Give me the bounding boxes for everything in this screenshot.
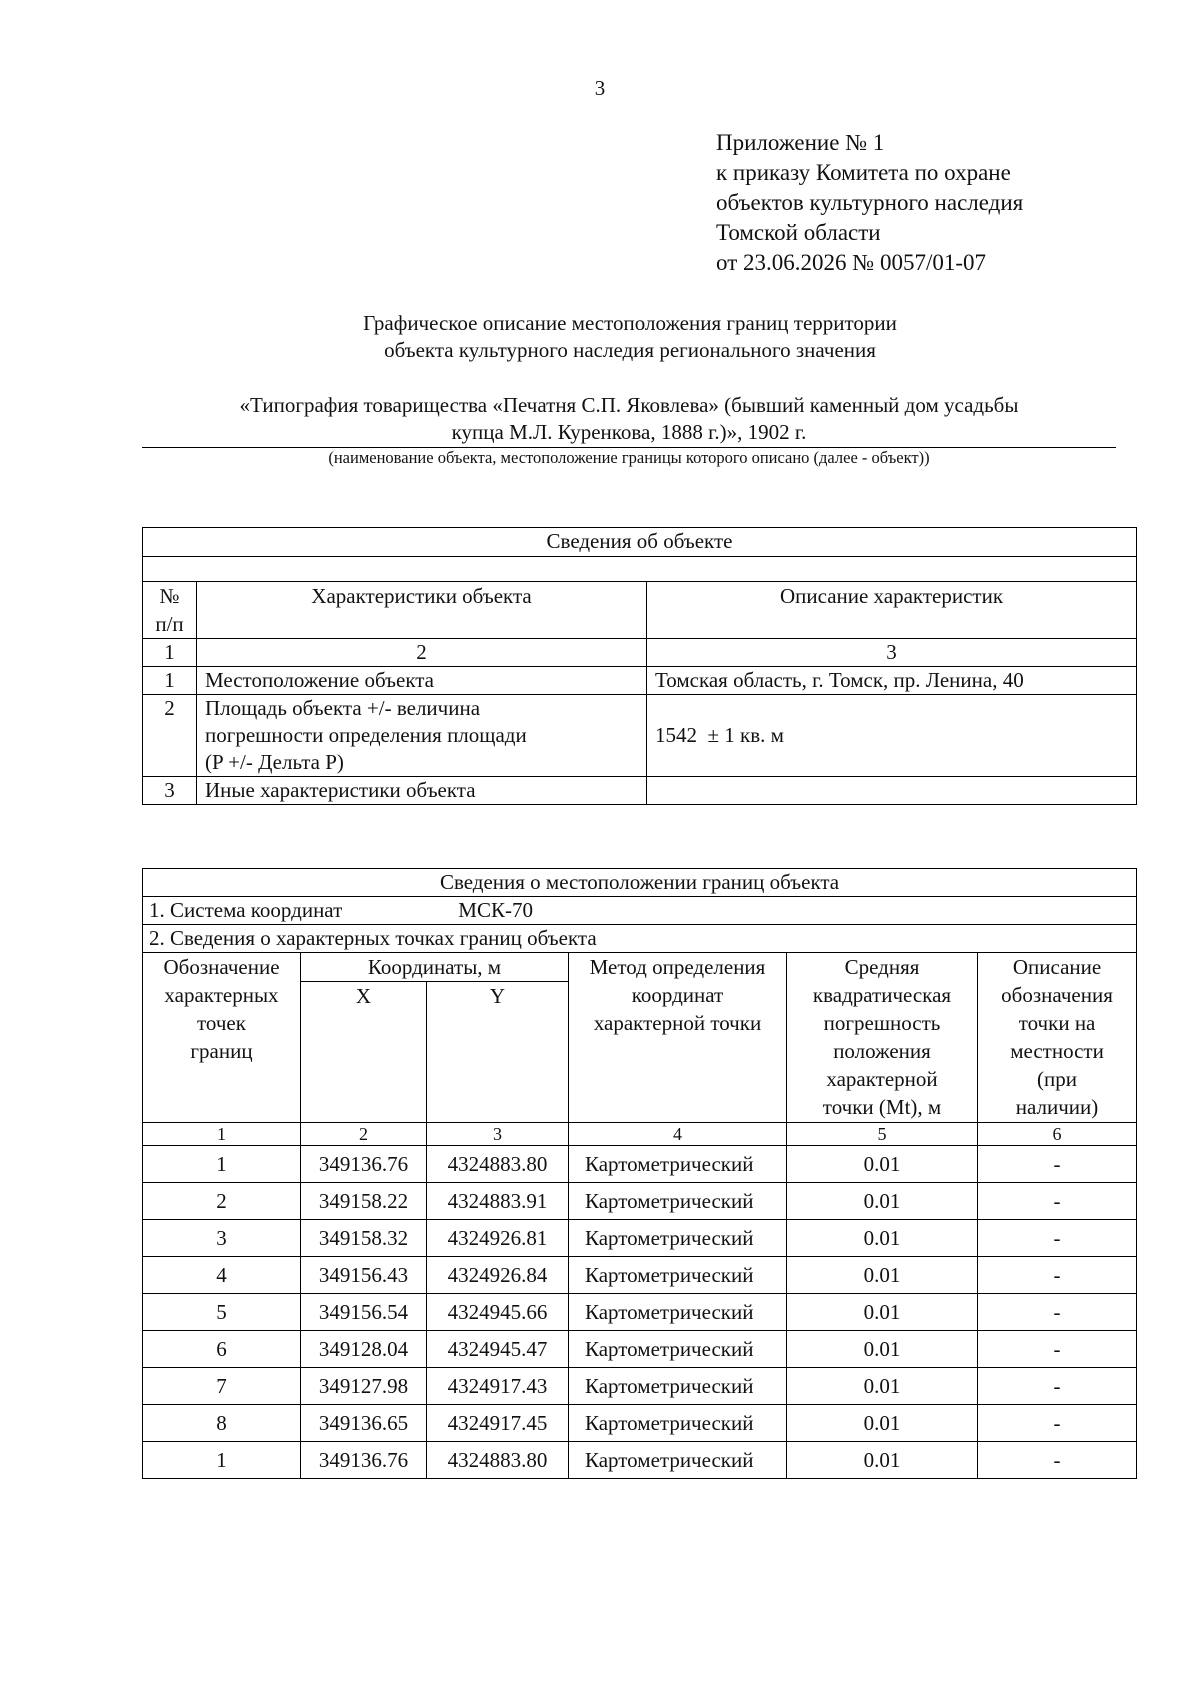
point-id-cell: 7 xyxy=(143,1368,301,1405)
method-cell: Картометрический xyxy=(569,1220,787,1257)
method-cell: Картометрический xyxy=(569,1257,787,1294)
description-cell: 1542 ± 1 кв. м xyxy=(647,695,1137,777)
header-characteristics: Характеристики объекта xyxy=(197,582,647,639)
point-id-cell: 5 xyxy=(143,1294,301,1331)
x-coord-cell: 349136.76 xyxy=(301,1442,427,1479)
header-line: координат xyxy=(631,983,724,1007)
coord-system-value: МСК-70 xyxy=(458,898,533,922)
boundaries-table xyxy=(142,868,1137,1479)
characteristic-cell xyxy=(197,695,647,777)
row-no: 2 xyxy=(143,695,197,777)
header-no-line: № xyxy=(159,584,180,608)
accuracy-cell: 0.01 xyxy=(787,1183,978,1220)
point-id-cell: 1 xyxy=(143,1442,301,1479)
column-number-row xyxy=(143,1123,1137,1146)
accuracy-cell: 0.01 xyxy=(787,1257,978,1294)
header-y: Y xyxy=(427,982,569,1123)
characteristic-cell: Иные характеристики объекта xyxy=(197,777,647,805)
coord-system-label: 1. Система координат xyxy=(149,898,343,922)
points-title: 2. Сведения о характерных точках границ объекта xyxy=(143,925,1137,953)
header-row xyxy=(143,582,1137,639)
point-id-cell: 8 xyxy=(143,1405,301,1442)
description-cell xyxy=(647,777,1137,805)
table-title-row xyxy=(143,528,1137,557)
boundaries-table-title: Сведения о местоположении границ объекта xyxy=(143,869,1137,897)
accuracy-cell: 0.01 xyxy=(787,1220,978,1257)
y-coord-cell: 4324917.43 xyxy=(427,1368,569,1405)
point-id-cell: 4 xyxy=(143,1257,301,1294)
point-description-cell: - xyxy=(978,1146,1137,1183)
accuracy-cell: 0.01 xyxy=(787,1146,978,1183)
header-designation xyxy=(143,953,301,1123)
table-row xyxy=(143,1220,1137,1257)
header-line: границ xyxy=(190,1039,253,1063)
header-line: точки (Mt), м xyxy=(822,1095,942,1119)
point-description-cell: - xyxy=(978,1442,1137,1479)
point-description-cell: - xyxy=(978,1257,1137,1294)
header-line: квадратическая xyxy=(812,983,952,1007)
column-number: 5 xyxy=(787,1123,978,1146)
column-number: 1 xyxy=(143,1123,301,1146)
characteristic-line: погрешности определения площади xyxy=(205,723,527,747)
header-line: (при xyxy=(1037,1067,1078,1091)
table-row xyxy=(143,1146,1137,1183)
table-row xyxy=(143,695,1137,777)
header-coords: Координаты, м xyxy=(301,953,569,982)
column-number: 3 xyxy=(647,639,1137,667)
point-description-cell: - xyxy=(978,1331,1137,1368)
accuracy-cell: 0.01 xyxy=(787,1294,978,1331)
header-point-description xyxy=(978,953,1137,1123)
table-title-row xyxy=(143,869,1137,897)
y-coord-cell: 4324917.45 xyxy=(427,1405,569,1442)
table-row xyxy=(143,1257,1137,1294)
method-cell: Картометрический xyxy=(569,1331,787,1368)
coord-system-cell xyxy=(143,897,1137,925)
column-number: 2 xyxy=(301,1123,427,1146)
characteristic-cell: Местоположение объекта xyxy=(197,667,647,695)
y-coord-cell: 4324883.80 xyxy=(427,1146,569,1183)
column-number: 6 xyxy=(978,1123,1137,1146)
appendix-line: к приказу Комитета по охране xyxy=(716,160,1011,185)
x-coord-cell: 349127.98 xyxy=(301,1368,427,1405)
column-number: 4 xyxy=(569,1123,787,1146)
header-line: погрешность xyxy=(823,1011,941,1035)
table-row xyxy=(143,1294,1137,1331)
y-coord-cell: 4324945.66 xyxy=(427,1294,569,1331)
description-cell: Томская область, г. Томск, пр. Ленина, 40 xyxy=(647,667,1137,695)
spacer-row xyxy=(143,557,1137,582)
y-coord-cell: 4324945.47 xyxy=(427,1331,569,1368)
column-number: 3 xyxy=(427,1123,569,1146)
table-row xyxy=(143,1405,1137,1442)
point-rows xyxy=(143,1146,1137,1479)
appendix-line: от 23.06.2026 № 0057/01-07 xyxy=(716,250,986,275)
object-table-title: Сведения об объекте xyxy=(143,528,1137,557)
x-coord-cell: 349136.76 xyxy=(301,1146,427,1183)
point-id-cell: 2 xyxy=(143,1183,301,1220)
header-line: Средняя xyxy=(844,955,920,979)
header-line: наличии) xyxy=(1015,1095,1099,1119)
title-line: объекта культурного наследия регионального значения xyxy=(384,338,876,362)
method-cell: Картометрический xyxy=(569,1368,787,1405)
appendix-block xyxy=(716,128,1023,278)
object-info-table xyxy=(142,527,1137,805)
method-cell: Картометрический xyxy=(569,1442,787,1479)
accuracy-cell: 0.01 xyxy=(787,1405,978,1442)
header-line: местности xyxy=(1010,1039,1104,1063)
table-row xyxy=(143,1331,1137,1368)
header-line: Метод определения xyxy=(589,955,766,979)
table-row xyxy=(143,1183,1137,1220)
header-row xyxy=(143,953,1137,982)
header-line: положения xyxy=(833,1039,931,1063)
table-row xyxy=(143,667,1137,695)
method-cell: Картометрический xyxy=(569,1405,787,1442)
points-title-row xyxy=(143,925,1137,953)
header-x: X xyxy=(301,982,427,1123)
header-line: Описание xyxy=(1012,955,1102,979)
header-line: точек xyxy=(197,1011,246,1035)
method-cell: Картометрический xyxy=(569,1294,787,1331)
point-description-cell: - xyxy=(978,1405,1137,1442)
point-description-cell: - xyxy=(978,1220,1137,1257)
point-description-cell: - xyxy=(978,1294,1137,1331)
row-no: 3 xyxy=(143,777,197,805)
x-coord-cell: 349158.22 xyxy=(301,1183,427,1220)
appendix-line: Томской области xyxy=(716,220,881,245)
point-description-cell: - xyxy=(978,1183,1137,1220)
object-name-line: «Типография товарищества «Печатня С.П. Яковлева» (бывший каменный дом усадьбы xyxy=(239,393,1019,417)
header-line: характерной xyxy=(826,1067,938,1091)
point-id-cell: 1 xyxy=(143,1146,301,1183)
document-title xyxy=(0,310,1200,364)
header-line: характерных xyxy=(164,983,279,1007)
column-number: 1 xyxy=(143,639,197,667)
header-line: характерной точки xyxy=(593,1011,762,1035)
header-line: точки на xyxy=(1018,1011,1096,1035)
table-row xyxy=(143,777,1137,805)
x-coord-cell: 349136.65 xyxy=(301,1405,427,1442)
x-coord-cell: 349158.32 xyxy=(301,1220,427,1257)
page-number: 3 xyxy=(594,76,606,100)
appendix-line: Приложение № 1 xyxy=(716,130,885,155)
table-row xyxy=(143,1368,1137,1405)
title-line: Графическое описание местоположения границ территории xyxy=(363,311,897,335)
appendix-line: объектов культурного наследия xyxy=(716,190,1024,215)
characteristic-line: (P +/- Дельта P) xyxy=(205,750,344,774)
row-no: 1 xyxy=(143,667,197,695)
y-coord-cell: 4324883.80 xyxy=(427,1442,569,1479)
accuracy-cell: 0.01 xyxy=(787,1442,978,1479)
x-coord-cell: 349156.54 xyxy=(301,1294,427,1331)
column-number-row xyxy=(143,639,1137,667)
header-line: обозначения xyxy=(1001,983,1113,1007)
point-id-cell: 3 xyxy=(143,1220,301,1257)
y-coord-cell: 4324926.84 xyxy=(427,1257,569,1294)
table-row xyxy=(143,1442,1137,1479)
characteristic-line: Площадь объекта +/- величина xyxy=(205,696,481,720)
header-method xyxy=(569,953,787,1123)
header-no-line: п/п xyxy=(155,612,184,636)
point-id-cell: 6 xyxy=(143,1331,301,1368)
coord-system-row xyxy=(143,897,1137,925)
x-coord-cell: 349156.43 xyxy=(301,1257,427,1294)
point-description-cell: - xyxy=(978,1368,1137,1405)
accuracy-cell: 0.01 xyxy=(787,1368,978,1405)
header-description: Описание характеристик xyxy=(647,582,1137,639)
method-cell: Картометрический xyxy=(569,1146,787,1183)
header-accuracy xyxy=(787,953,978,1123)
empty-cell xyxy=(143,557,1137,582)
y-coord-cell: 4324883.91 xyxy=(427,1183,569,1220)
header-line: Обозначение xyxy=(163,955,280,979)
object-name xyxy=(142,392,1116,448)
y-coord-cell: 4324926.81 xyxy=(427,1220,569,1257)
header-no xyxy=(143,582,197,639)
object-name-line: купца М.Л. Куренкова, 1888 г.)», 1902 г. xyxy=(451,420,807,444)
x-coord-cell: 349128.04 xyxy=(301,1331,427,1368)
method-cell: Картометрический xyxy=(569,1183,787,1220)
accuracy-cell: 0.01 xyxy=(787,1331,978,1368)
object-name-caption: (наименование объекта, местоположение границы которого описано (далее - объект)) xyxy=(328,448,930,467)
column-number: 2 xyxy=(197,639,647,667)
